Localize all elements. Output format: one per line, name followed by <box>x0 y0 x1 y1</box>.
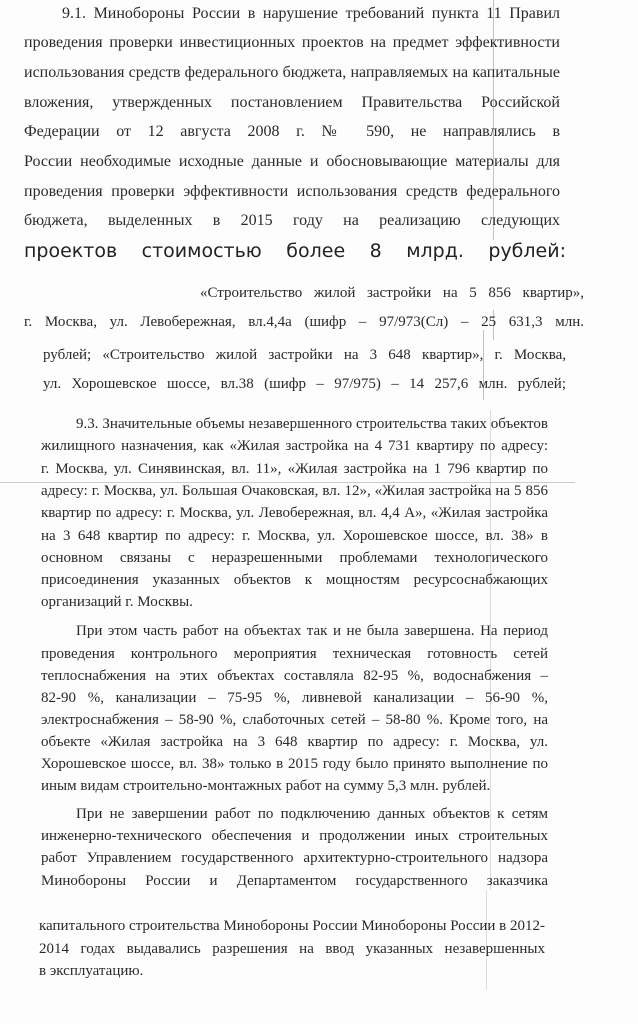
paragraph-9-3-line: на 3 648 квартир по адресу: г. Москва, ул. Хорошевское шоссе, вл. 38» в <box>41 528 548 544</box>
paragraph-permits-line: Минобороны России и Департаментом государственного заказчика <box>41 873 548 889</box>
paragraph-9-3-line: организаций г. Москвы. <box>41 594 193 610</box>
paragraph-permits-line: работ Управлением государственного архитектурно-строительного надзора <box>41 850 548 866</box>
projects-line: рублей; «Строительство жилой застройки на 3 648 квартир», г. Москва, <box>43 347 566 363</box>
paragraph-works-line: проведения контрольного мероприятия техническая готовность сетей <box>41 646 548 662</box>
paragraph-works-line: электроснабжения – 58-90 %, слаботочных сетей – 58-80 %. Кроме того, на <box>41 712 548 728</box>
paragraph-9-3-line: г. Москва, ул. Синявинская, вл. 11», «Жилая застройка на 1 796 квартир по <box>41 461 548 477</box>
paragraph-9-1-line: использования средств федерального бюджета, направляемых на капитальные <box>24 64 560 81</box>
projects-line: ул. Хорошевское шоссе, вл.38 (шифр – 97/975) – 14 257,6 млн. рублей; <box>43 376 566 392</box>
paragraph-works-line: теплоснабжения на этих объектах составляла 82-95 %, водоснабжения – <box>41 668 548 684</box>
paragraph-9-1-line: вложения, утвержденных постановлением Правительства Российской <box>24 94 560 111</box>
projects-heading-line: проектов стоимостью более 8 млрд. рублей: <box>24 240 566 262</box>
paragraph-9-3-line: жилищного назначения, как «Жилая застройка на 4 731 квартиру по адресу: <box>41 438 548 454</box>
paragraph-9-1-line: проведения проверки инвестиционных проектов на предмет эффективности <box>24 34 560 51</box>
paragraph-permits-line: инженерно-технического обеспечения и продолжении иных строительных <box>41 828 548 844</box>
paragraph-9-3-line: адресу: г. Москва, ул. Большая Очаковская, вл. 12», «Жилая застройка на 5 856 <box>41 483 548 499</box>
paragraph-9-1-line: бюджета, выделенных в 2015 году на реализацию следующих <box>24 212 560 229</box>
paragraph-permits-cont-line: 2014 годах выдавались разрешения на ввод указанных незавершенных <box>39 941 545 957</box>
paragraph-9-3-line: присоединения указанных объектов к мощностям ресурсоснабжающих <box>41 572 548 588</box>
paragraph-9-1-line: проведения проверки эффективности использования средств федерального <box>24 183 560 200</box>
paragraph-works-line: При этом часть работ на объектах так и не была завершена. На период <box>76 623 548 639</box>
paragraph-9-3-line: квартир по адресу: г. Москва, ул. Левобережная, вл. 4,4 А», «Жилая застройка <box>41 505 548 521</box>
projects-line: г. Москва, ул. Левобережная, вл.4,4а (шифр – 97/973(Сл) – 25 631,3 млн. <box>24 314 584 330</box>
paragraph-permits-cont-line: капитального строительства Минобороны России Минобороны России в 2012- <box>39 918 545 934</box>
paragraph-permits-line: При не завершении работ по подключению данных объектов к сетям <box>76 806 548 822</box>
projects-line: «Строительство жилой застройки на 5 856 квартир», <box>200 285 584 301</box>
paragraph-works-line: 82-90 %, канализации – 75-95 %, ливневой канализации – 56-90 %, <box>41 690 548 706</box>
paragraph-works-line: иным видам строительно-монтажных работ на сумму 5,3 млн. рублей. <box>41 778 491 794</box>
paragraph-works-line: объекте «Жилая застройка на 3 648 квартир по адресу: г. Москва, ул. <box>41 734 548 750</box>
paragraph-9-3-line: 9.3. Значительные объемы незавершенного строительства таких объектов <box>76 416 548 432</box>
paragraph-permits-cont-line: в эксплуатацию. <box>39 963 144 979</box>
paragraph-9-1-line: Федерации от 12 августа 2008 г. № 590, не направлялись в <box>24 123 560 140</box>
paragraph-9-1-line: России необходимые исходные данные и обосновывающие материалы для <box>24 153 560 170</box>
paragraph-9-3-line: основном связаны с неразрешенными проблемами технологического <box>41 550 548 566</box>
paragraph-works-line: Хорошевское шоссе, вл. 38» только в 2015 году было принято выполнение по <box>41 756 548 772</box>
paragraph-9-1-line: 9.1. Минобороны России в нарушение требований пункта 11 Правил <box>62 5 560 22</box>
